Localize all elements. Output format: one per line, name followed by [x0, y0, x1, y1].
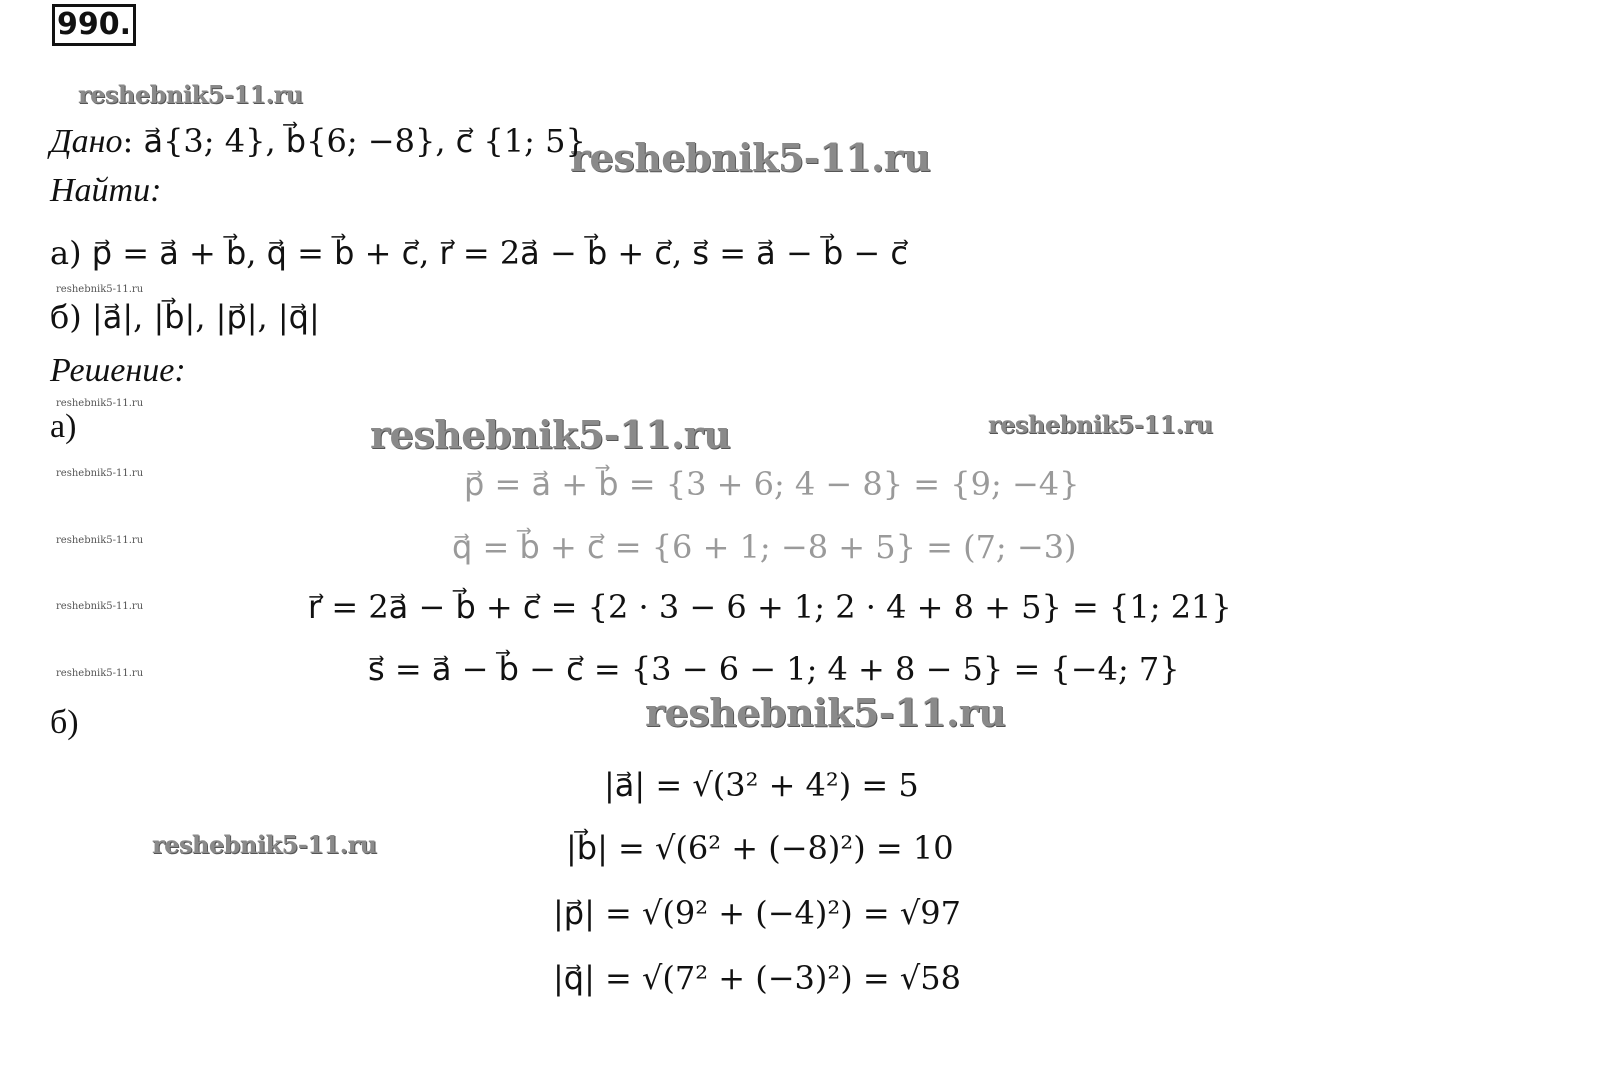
magnitude-q: |q⃗| = √(7² + (−3)²) = √58 [553, 959, 961, 997]
equation-q: q⃗ = b⃗ + c⃗ = {6 + 1; −8 + 5} = (7; −3) [452, 528, 1077, 566]
find-part-a: а) p⃗ = a⃗ + b⃗, q⃗ = b⃗ + c⃗, r⃗ = 2a⃗ − b⃗ + c⃗, s⃗ = a⃗ − b⃗ − c⃗ [50, 234, 908, 272]
given-label: Дано [50, 123, 123, 160]
solution-part-b-label: б) [50, 704, 79, 741]
find-heading: Найти: [50, 172, 162, 209]
watermark: reshebnik5-11.ru [56, 284, 144, 295]
find-label: Найти [50, 172, 151, 209]
watermark: reshebnik5-11.ru [56, 668, 144, 679]
watermark: reshebnik5-11.ru [152, 830, 377, 859]
equation-r: r⃗ = 2a⃗ − b⃗ + c⃗ = {2 · 3 − 6 + 1; 2 · 4 + 8 + 5} = {1; 21} [308, 588, 1232, 626]
watermark: reshebnik5-11.ru [78, 80, 303, 109]
watermark: reshebnik5-11.ru [56, 468, 144, 479]
equation-p: p⃗ = a⃗ + b⃗ = {3 + 6; 4 − 8} = {9; −4} [464, 465, 1080, 503]
find-part-b: б) |a⃗|, |b⃗|, |p⃗|, |q⃗| [50, 298, 320, 336]
magnitude-p: |p⃗| = √(9² + (−4)²) = √97 [553, 894, 961, 932]
magnitude-a: |a⃗| = √(3² + 4²) = 5 [604, 766, 919, 804]
equation-s: s⃗ = a⃗ − b⃗ − c⃗ = {3 − 6 − 1; 4 + 8 − 5} = {−4; 7} [368, 650, 1180, 688]
solution-heading: Решение: [50, 352, 186, 389]
watermark: reshebnik5-11.ru [370, 412, 731, 457]
given-vectors: : a⃗{3; 4}, b⃗{6; −8}, c⃗ {1; 5} [122, 122, 586, 160]
solution-part-a-label: а) [50, 408, 77, 445]
watermark: reshebnik5-11.ru [56, 398, 144, 409]
watermark: reshebnik5-11.ru [56, 601, 144, 612]
problem-number: 990. [52, 4, 136, 46]
given-line [50, 122, 586, 161]
watermark: reshebnik5-11.ru [645, 690, 1006, 735]
solution-label: Решение [50, 352, 175, 389]
watermark: reshebnik5-11.ru [570, 135, 931, 180]
watermark: reshebnik5-11.ru [988, 410, 1213, 439]
magnitude-b: |b⃗| = √(6² + (−8)²) = 10 [566, 829, 954, 867]
watermark: reshebnik5-11.ru [56, 535, 144, 546]
